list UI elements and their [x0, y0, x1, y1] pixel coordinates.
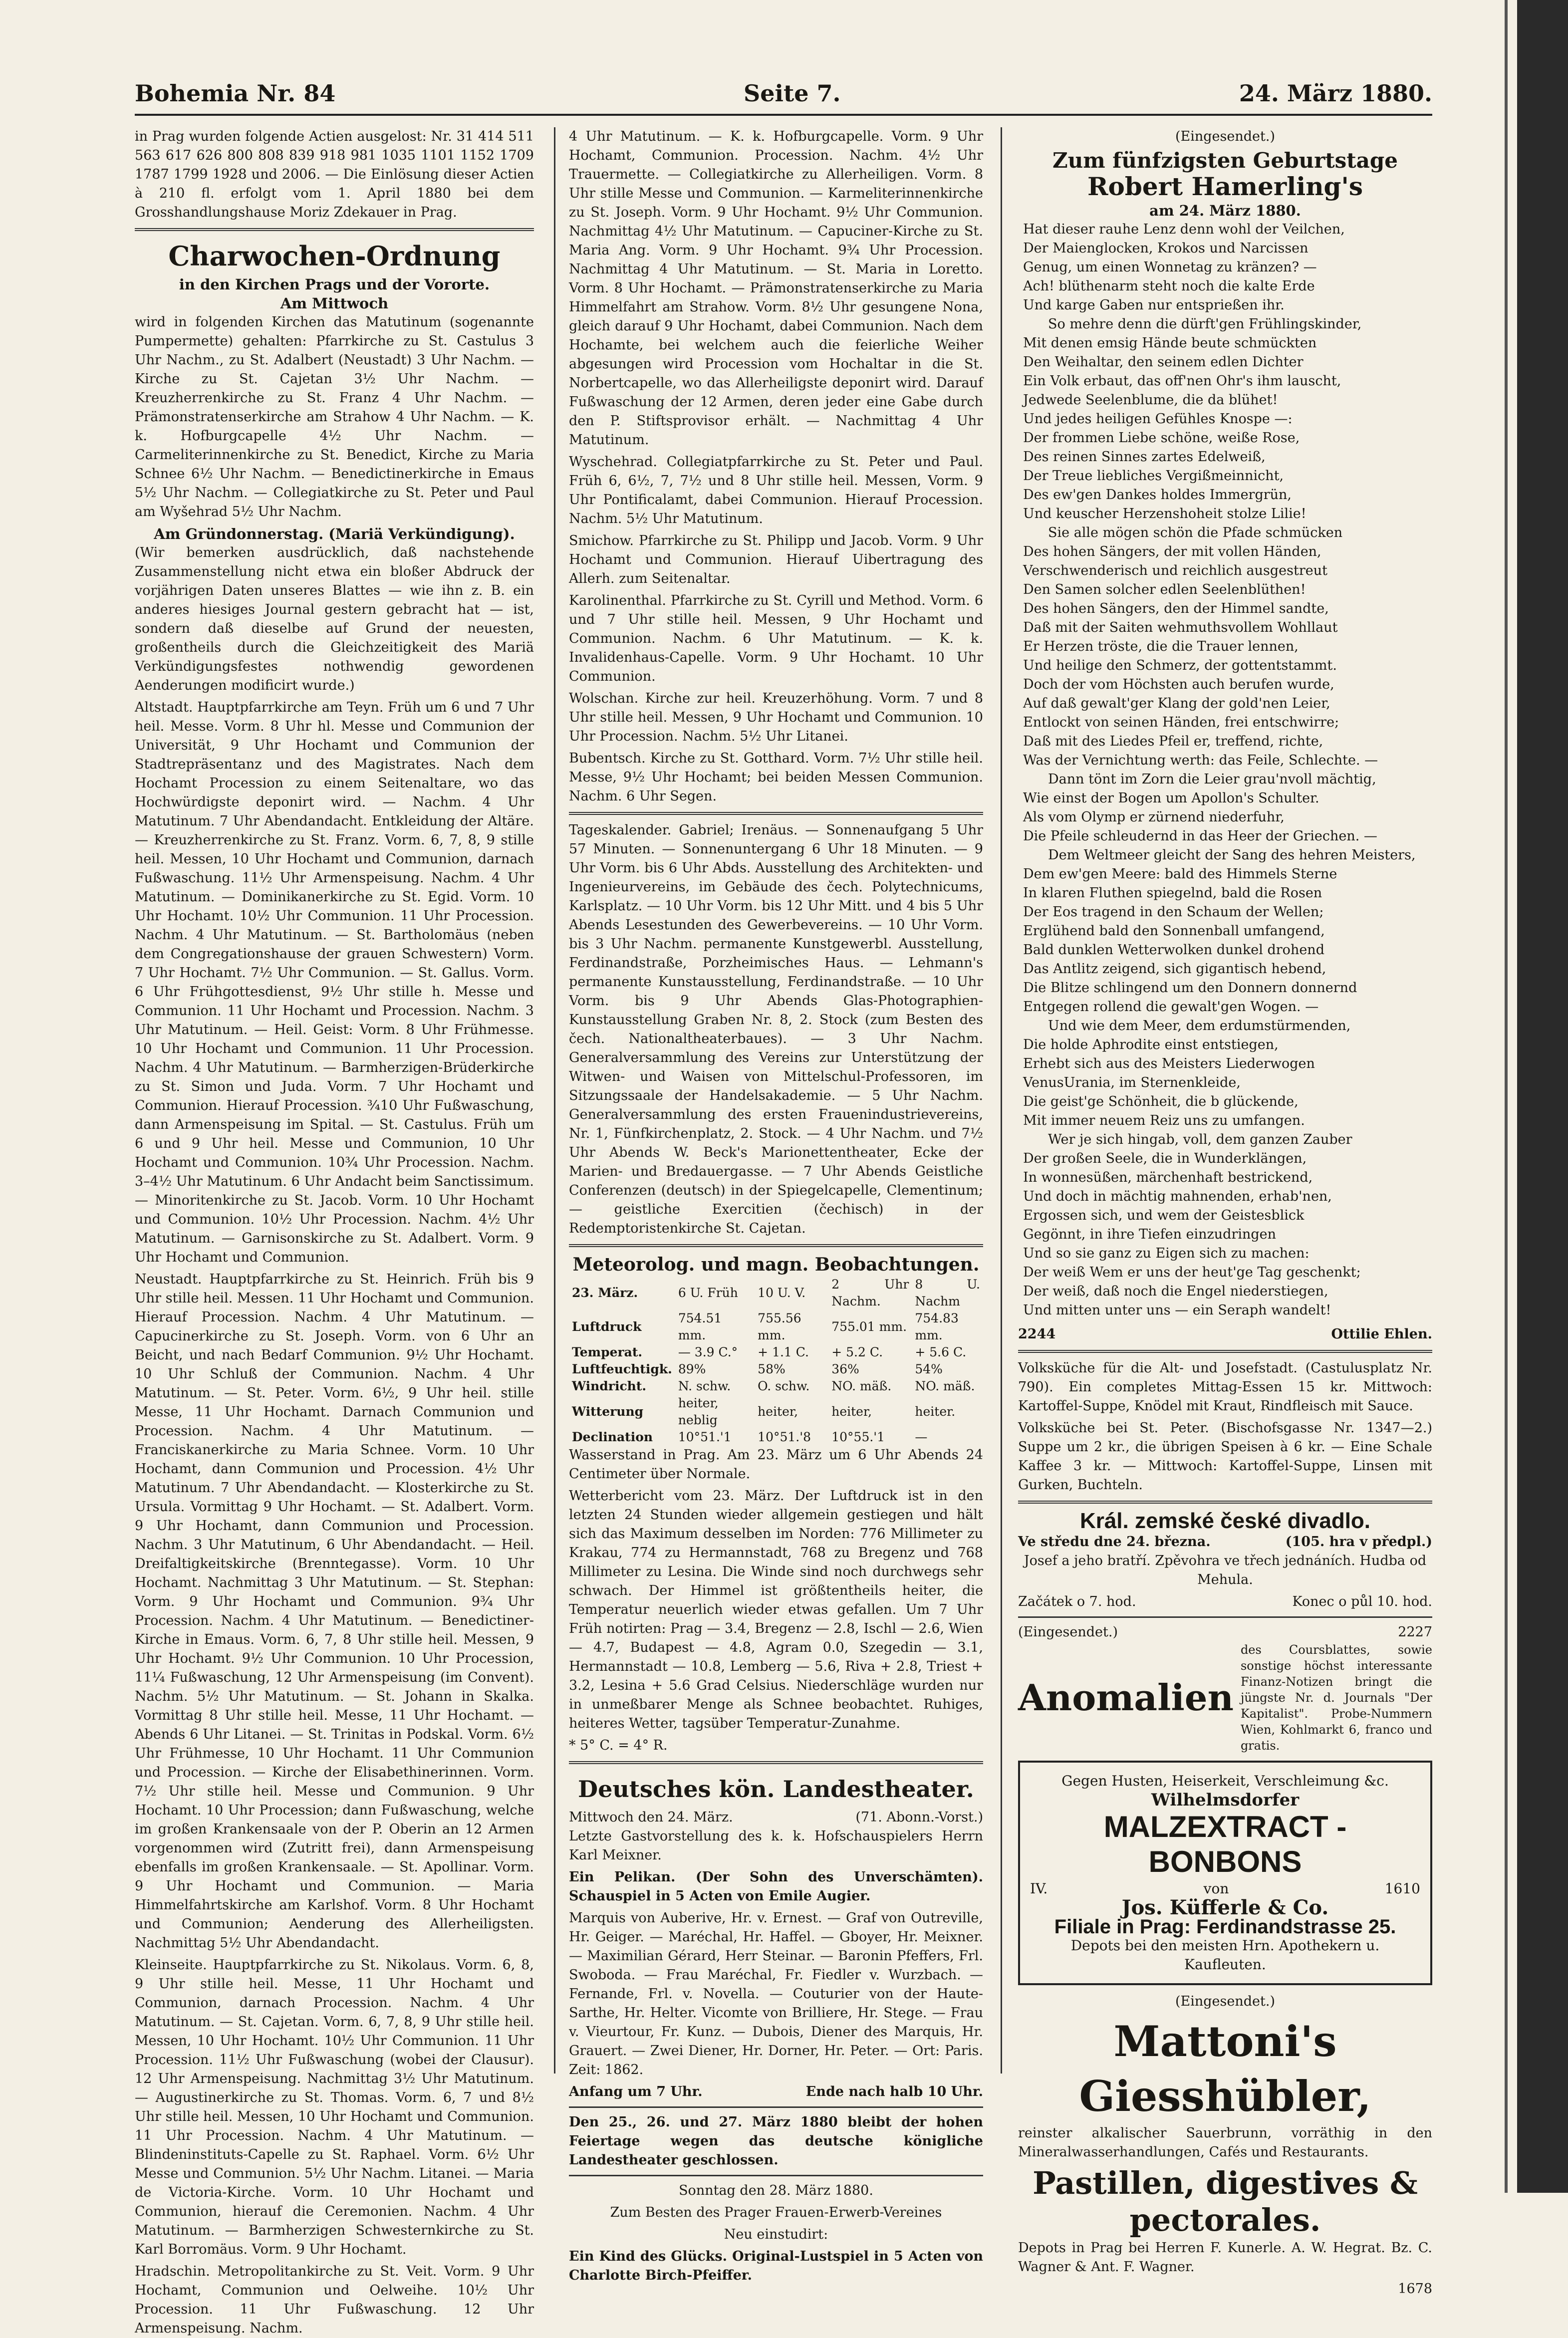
wetterbericht-text: Wetterbericht vom 23. März. Der Luftdruck ist in den letzten 24 Stunden wieder allgemein gestiegen und hält sich das Maximum desselben im Norden: 776 Millimeter zu Krakau, 774 zu Hermannstadt, 768 zu Bregenz und 768 Millimeter zu Lesina. Die Winde sind noch durchwegs sehr schwach. Der Himmel ist größtentheils heiter, die Temperatur neuerlich wieder etwas gefallen. Um 7 Uhr Früh notirten: Prag — 3.4, Bregenz — 2.8, Ischl — 2.6, Wien — 4.7, Budapest — 4.8, Agram 0.0, Szegedin — 3.1, Hermannstadt — 10.8, Lemberg — 5.6, Riva + 2.8, Triest + 3.2, Lesina + 5.6 Grad Celsius. Niederschläge wurden nur in unmeßbarer Menge als Schnee beobachtet. Ruhiges, heiteres Wetter, tagsüber Temperatur-Zunahme.	[569, 1488, 983, 1731]
met-cell: 36%	[831, 1362, 859, 1376]
poem-signature	[1018, 1325, 1432, 1344]
section-heading: Am Mittwoch	[280, 295, 389, 312]
newly-studied: Neu einstudirt:	[724, 2227, 828, 2242]
theater-date-row	[569, 1808, 983, 1827]
poem-line: Des reinen Sinnes zartes Edelweiß,	[1023, 449, 1266, 465]
kleinseite-text: Kleinseite. Hauptpfarrkirche zu St. Nikolaus. Vorm. 6, 8, 9 Uhr stille heil. Messe, 11 Uhr Hochamt und Communion, darnach Procession. Nachm. 4 Uhr Matutinum. — St. Cajetan. Vorm. 6, 7, 8, 9 Uhr stille heil. Messen, 10 Uhr Hochamt. 10½ Uhr Communion. 11 Uhr Procession. 11½ Uhr Fußwaschung (wobei der Clausur). 12 Uhr Armenspeisung. Nachmittag 3½ Uhr Matutinum. — Augustinerkirche zu St. Thomas. Vorm. 6, 7 und 8½ Uhr stille heil. Messen, 10 Uhr Hochamt und Communion. 11 Uhr Procession. Nachm. 4 Uhr Matutinum. — Blindeninstituts-Capelle zu St. Raphael. Vorm. 6½ Uhr Messe und Communion. 5½ Uhr Nachm. Litanei. — Maria de Victoria-Kirche. Vorm. 10 Uhr Hochamt und Communion, hierauf die Ceremonien. Nachm. 4 Uhr Matutinum. — Barmherzigen Schwesternkirche zu St. Karl Borromäus. Vorm. 9 Uhr Hochamt.	[135, 1957, 534, 2257]
final-play: Ein Kind des Glücks. Original-Lustspiel in 5 Acten von Charlotte Birch-Pfeiffer.	[569, 2249, 983, 2283]
theater-title: Deutsches kön. Landestheater.	[578, 1776, 974, 1803]
ad-number: 2244	[1018, 1326, 1056, 1342]
met-cell: heiter,	[758, 1404, 798, 1419]
ad-number: 1678	[1398, 2281, 1432, 2297]
met-cell: Luftfeuchtigk.	[572, 1362, 672, 1376]
poem-line: Der Eos tragend in den Schaum der Wellen;	[1023, 904, 1324, 920]
poem-line: Der großen Seele, die in Wunderklängen,	[1023, 1151, 1307, 1166]
charwochen-title: Charwochen-Ordnung	[168, 240, 501, 272]
poem-line: Des hohen Sängers, der mit vollen Händen,	[1023, 544, 1321, 559]
ad-brand: Wilhelmsdorfer	[1151, 1790, 1300, 1810]
divider	[1018, 1616, 1432, 1618]
ad-number: 1610	[1384, 1880, 1420, 1897]
theater-abonnement: (71. Abonn.-Vorst.)	[855, 1810, 983, 1825]
poem-line: Dem Weltmeer gleicht der Sang des hehren Meisters,	[1048, 847, 1416, 863]
page-gutter	[1517, 0, 1568, 2193]
divider	[569, 812, 983, 815]
poem-line: Des ew'gen Dankes holdes Immergrün,	[1023, 487, 1292, 503]
poem-line: Jedwede Seelenblume, die da blühet!	[1023, 392, 1278, 408]
poem-line: Daß mit der Saiten wehmuthsvollem Wohllaut	[1023, 620, 1338, 635]
met-cell: 754.83 mm.	[915, 1311, 959, 1342]
poem-line: Sie alle mögen schön die Pfade schmücken	[1048, 525, 1343, 540]
met-cell: — 3.9 C.°	[678, 1345, 738, 1359]
volkskueche-2: Volksküche bei St. Peter. (Bischofsgasse Nr. 1347—2.) Suppe um 2 kr., die übrigen Speisen à 6 kr. — Eine Schale Kaffee 3 kr. — Mittwoch: Kartoffel-Suppe, Linsen mit Gurken, Buchteln.	[1018, 1420, 1432, 1493]
neustadt-text: Neustadt. Hauptpfarrkirche zu St. Heinrich. Früh bis 9 Uhr stille heil. Messen. 11 Uhr Hochamt und Communion. Hierauf Procession. Nachm. 4 Uhr Matutinum. — Capucinerkirche zu St. Joseph. Vorm. von 6 Uhr an Beicht, und nach Bedarf Communion. 9½ Uhr Hochamt. 10 Uhr Schluß der Communion. Nachm. 4 Uhr Matutinum. — St. Peter. Vorm. 6½, 9 Uhr heil. stille Messe, 11 Uhr Hochamt. Darnach Communion und Procession. Nachm. 4 Uhr Matutinum. — Franciskanerkirche zu Maria Schnee. Vorm. 10 Uhr Hochamt, dann Communion und Procession. 4½ Uhr Matutinum. 7 Uhr Abendandacht. — Klosterkirche zu St. Ursula. Vormittag 9 Uhr Hochamt. — St. Adalbert. Vorm. 9 Uhr Hochamt, dann Communion und Procession. Nachm. 3 Uhr Matutinum, 6 Uhr Abendandacht. — Heil. Dreifaltigkeitskirche (Brenntegasse). Vorm. 10 Uhr Hochamt. Nachmittag 3 Uhr Matutinum. — St. Stephan: Vorm. 9 Uhr Hochamt und Communion. 9¾ Uhr Procession. Nachm. 4 Uhr Matutinum. — Benedictiner-Kirche in Emaus. Vorm. 6, 7, 8 Uhr stille heil. Messen, 9 Uhr Hochamt. 9½ Uhr Communion. 10 Uhr Procession, 11¼ Fußwaschung, 12 Uhr Armenspeisung (im Convent). Nachm. 5½ Uhr Matutinum. — St. Johann in Skalka. Vormittag 8 Uhr stille heil. Messe, 11 Uhr Hochamt. — Abends 6 Uhr Litanei. — St. Trinitas in Podskal. Vorm. 6½ Uhr Frühmesse, 10 Uhr Hochamt. 11 Uhr Communion und Procession. — Kirche der Elisabethinerinnen. Vorm. 7½ Uhr stille heil. Messe und Communion. 9 Uhr Hochamt. 10 Uhr Procession; dann Fußwaschung, welche im großen Krankensaale von der P. Oberin an 12 Armen vorgenommen wird (Zutritt frei), dann Armenspeisung ebenfalls im großen Krankensaale. — St. Apollinar. Vorm. 9 Uhr Hochamt und Communion. — Maria Himmelfahrtskirche am Karlshof. Vorm. 8 Uhr Hochamt und Communion; Aenderung des Allerheiligsten. Nachmittag 5½ Uhr Abendandacht.	[135, 1272, 534, 1951]
divider	[135, 228, 534, 231]
performance-times	[569, 2082, 983, 2101]
met-cell: + 1.1 C.	[758, 1345, 809, 1359]
section-heading: Am Gründonnerstag. (Mariä Verkündigung).	[154, 525, 515, 542]
anomalien-word: Anomalien	[1018, 1676, 1234, 1719]
poem-line: Der frommen Liebe schöne, weiße Rose,	[1023, 430, 1300, 446]
poem-line: Der weiß Wem er uns der heut'ge Tag geschenkt;	[1023, 1265, 1361, 1280]
poem-line: Das Antlitz zeigend, sich gigantisch hebend,	[1023, 961, 1326, 977]
column-1	[135, 127, 534, 2336]
end-time: Ende nach halb 10 Uhr.	[805, 2084, 983, 2099]
poem-line: Und so sie ganz zu Eigen sich zu machen:	[1023, 1246, 1309, 1261]
met-cell: 10 U. V.	[758, 1286, 806, 1300]
poem-line: Wer je sich hingab, voll, dem ganzen Zauber	[1048, 1132, 1352, 1147]
met-row	[569, 1395, 983, 1429]
ad-product: MALZEXTRACT - BONBONS	[1103, 1810, 1347, 1878]
newspaper-page	[135, 75, 1442, 2336]
met-cell: Windricht.	[572, 1379, 647, 1393]
hradschin-text: Hradschin. Metropolitankirche zu St. Veit. Vorm. 9 Uhr Hochamt, Communion und Oelweihe. 10½ Uhr Procession. 11 Uhr Fußwaschung. 12 Uhr Armenspeisung. Nachm.	[135, 2264, 534, 2336]
theater-text: Letzte Gastvorstellung des k. k. Hofschauspielers Herrn Karl Meixner.	[569, 1828, 983, 1863]
czech-start: Začátek o 7. hod.	[1018, 1594, 1136, 1609]
poem-line: Mit immer neuem Reiz uns zu umfangen.	[1023, 1113, 1305, 1128]
met-cell: + 5.2 C.	[831, 1345, 883, 1359]
met-cell: 6 U. Früh	[678, 1286, 738, 1300]
poem-line: In klaren Fluthen spiegelnd, bald die Rosen	[1023, 885, 1322, 901]
poem-line: VenusUrania, im Sternenkleide,	[1023, 1075, 1241, 1090]
poem-line: Entlockt von seinen Händen, frei entschwirre;	[1023, 715, 1339, 730]
poem-line: In wonnesüßen, märchenhaft bestrickend,	[1023, 1170, 1313, 1185]
divider	[1018, 1350, 1432, 1353]
page-header	[135, 75, 1432, 110]
mattoni-title: Mattoni's Giesshübler,	[1079, 2017, 1371, 2121]
mittwoch-text: wird in folgenden Kirchen das Matutinum (sogenannte Pumpermette) gehalten: Pfarrkirche zu St. Castulus 3 Uhr Nachm., zu St. Adalbert (Neustadt) 3 Uhr Nachm. — Kirche zu St. Cajetan 3½ Uhr Nachm. — Kreuzherrenkirche zu St. Franz 4 Uhr Nachm. — Prämonstratenserkirche am Strahow 4 Uhr Nachm. — K. k. Hofburgcapelle 4½ Uhr Nachm. — Carmeliterinnenkirche zu St. Benedict, Kirche zu Maria Schnee 6½ Uhr Nachm. — Benedictinerkirche in Emaus 5½ Uhr Nachm. — Collegiatkirche zu St. Peter und Paul am Wyšehrad 5½ Uhr Nachm.	[135, 314, 534, 520]
met-cell: heiter, neblig	[678, 1396, 719, 1427]
wasserstand-text: Wasserstand in Prag. Am 23. März um 6 Uhr Abends 24 Centimeter über Normale.	[569, 1447, 983, 1482]
mattoni-text: reinster alkalischer Sauerbrunn, vorräthig in den Mineralwasserhandlungen, Cafés und Restaurants.	[1018, 2125, 1432, 2160]
play-cast: Marquis von Auberive, Hr. v. Ernest. — Graf von Outreville, Hr. Geiger. — Maréchal, Hr. Haffel. — Gboyer, Hr. Meixner. — Maximilian Gérard, Herr Steinar. — Baronin Pfeffers, Frl. Swoboda. — Frau Maréchal, Fr. Fiedler v. Wurzbach. — Fernande, Frl. v. Novella. — Couturier von der Haute-Sarthe, Hr. Helter. Vicomte von Brilliere, Hr. Stege. — Frau v. Vieurtour, Fr. Kunz. — Dubois, Diener des Marquis, Hr. Grauert. — Zwei Diener, Hr. Dorner, Hr. Peter. — Ort: Paris. Zeit: 1862.	[569, 1910, 983, 2078]
met-cell: 754.51 mm.	[678, 1311, 722, 1342]
met-cell: Witterung	[572, 1404, 644, 1419]
met-cell: 10°51.'1	[678, 1430, 732, 1444]
tageskalender-text: Tageskalender. Gabriel; Irenäus. — Sonnenaufgang 5 Uhr 57 Minuten. — Sonnenuntergang 6 Uhr 18 Minuten. — 9 Uhr Vorm. bis 6 Uhr Abds. Ausstellung des Architekten- und Ingenieurvereins, im Gebäude des čech. Polytechnicums, Karlsplatz. — 10 Uhr Vorm. bis 12 Uhr Mitt. und 4 bis 5 Uhr Abends Lesestunden des Gewerbevereins. — 10 Uhr Vorm. bis 3 Uhr Nachm. permanente Kunstgewerbl. Ausstellung, Ferdinandstraße, Porzheimisches Haus. — Lehmann's permanente Kunstausstellung, Ferdinandstraße. — 10 Uhr Vorm. bis 9 Uhr Abends Glas-Photographien-Kunstausstellung Graben Nr. 8, 2. Stock (zum Besten des čech. Nationaltheaterbaues). — 3 Uhr Nachm. Generalversammlung des Vereins zur Unterstützung der Witwen- und Waisen von Mittelschul-Professoren, im Sitzungssaale der Handelsakademie. — 5 Uhr Nachm. Generalversammlung des ersten Frauenindustrievereins, Nr. 1, Fünfkirchenplatz, 2. Stock. — 4 Uhr Nachm. und 7½ Uhr Abends W. Beck's Marionettentheater, Ecke der Marien- und Bredauergasse. — 7 Uhr Abends Geistliche Conferenzen (deutsch) in der Spiegelcapelle, Clementinum; — geistliche Exercitien (čechisch) in der Redemptoristenkirche St. Cajetan.	[569, 822, 983, 1236]
poem-line: Den Samen solcher edlen Seelenblüthen!	[1023, 582, 1306, 597]
author-name: Ottilie Ehlen.	[1331, 1326, 1432, 1342]
poem-line: Des hohen Sängers, den der Himmel sandte,	[1023, 601, 1329, 616]
met-cell: NO. mäß.	[915, 1379, 975, 1393]
pastillen-title: Pastillen, digestives & pectorales.	[1033, 2165, 1418, 2238]
czech-theater-date-row	[1018, 1533, 1432, 1552]
poem-line: Die Pfeile schleudernd in das Heer der Griechen. —	[1023, 828, 1377, 844]
ad-depots: Depots bei den meisten Hrn. Apothekern u. Kaufleuten.	[1070, 1937, 1380, 1973]
poem-line: Den Weihaltar, den seinem edlen Dichter	[1023, 354, 1304, 370]
poem-line: Und heilige den Schmerz, der gottentstammt.	[1023, 658, 1337, 673]
gruendonnerstag-note: (Wir bemerken ausdrücklich, daß nachstehende Zusammenstellung nicht etwa ein bloßer Abdruck der vorjährigen Daten unseres Blattes — wie ihn z. B. ein anderes hiesiges Journal gestern gebracht hat — ist, sondern daß dieselbe auf Grund der neuesten, großentheils durch die Gleichzeitigkeit des Mariä Verkündigungsfestes nothwendig gewordenen Aenderungen modificirt wurde.)	[135, 545, 534, 693]
met-cell: —	[915, 1430, 928, 1444]
met-cell: + 5.6 C.	[915, 1345, 967, 1359]
volkskueche-1: Volksküche für die Alt- und Josefstadt. (Castulusplatz Nr. 790). Ein completes Mittag-Essen 15 kr. Mittwoch: Kartoffel-Suppe, Knödel mit Kraut, Rindfleisch mit Sauce.	[1018, 1360, 1432, 1414]
column-divider	[554, 127, 555, 2074]
poem-line: Und doch in mächtig mahnenden, erhab'nen,	[1023, 1189, 1332, 1204]
poem-line: Auf daß gewalt'ger Klang der gold'nen Leier,	[1023, 696, 1330, 711]
poem-line: Doch der vom Höchsten auch berufen wurde,	[1023, 677, 1334, 692]
ad-number: 2227	[1398, 1624, 1432, 1640]
poem-line: Der Maienglocken, Krokos und Narcissen	[1023, 241, 1308, 256]
theater-date: Mittwoch den 24. März.	[569, 1810, 733, 1825]
met-cell: 2 Uhr Nachm.	[831, 1277, 909, 1308]
divider	[569, 2106, 983, 2108]
met-cell: N. schw.	[678, 1379, 731, 1393]
poem-line: Hat dieser rauhe Lenz denn wohl der Veilchen,	[1023, 222, 1345, 237]
anomalien-ad	[1018, 1642, 1432, 1754]
poem-line: Und keuscher Herzenshoheit stolze Lilie!	[1023, 506, 1307, 521]
met-cell: 23. März.	[572, 1286, 638, 1300]
czech-theater-title: Král. zemské české divadlo.	[1079, 1509, 1371, 1533]
poem-line: Erhebt sich aus des Meisters Liederwogen	[1023, 1056, 1315, 1071]
eingesendet-label: (Eingesendet.)	[1175, 1994, 1275, 2009]
header-rule	[135, 114, 1432, 116]
met-cell: 8 U. Nachm	[915, 1277, 980, 1308]
eingesendet-label: (Eingesendet.)	[1175, 129, 1275, 144]
benefit-text: Zum Besten des Prager Frauen-Erwerb-Vereines	[610, 2205, 942, 2220]
poem-line: Ein Volk erbaut, das off'nen Ohr's ihm lauscht,	[1023, 373, 1341, 389]
divider	[569, 2175, 983, 2176]
met-cell: O. schw.	[758, 1379, 810, 1393]
malzextract-ad	[1018, 1761, 1432, 1985]
wyschehrad-text: Wyschehrad. Collegiatpfarrkirche zu St. Peter und Paul. Früh 6, 6½, 7, 7½ und 8 Uhr stille heil. Messen, Vorm. 9 Uhr Pontificalamt, dabei Communion. Hierauf Procession. Nachm. 5½ Uhr Matutinum.	[569, 454, 983, 526]
poem-line: Genug, um einen Wonnetag zu kränzen? —	[1023, 260, 1317, 275]
met-row	[569, 1429, 983, 1446]
poem-line: Bald dunklen Wetterwolken dunkel drohend	[1023, 942, 1324, 958]
actien-notice: in Prag wurden folgende Actien ausgelost: Nr. 31 414 511 563 617 626 800 808 839 918 981 1035 1101 1152 1709 1787 1799 1928 und 2006. — Die Einlösung dieser Actien à 210 fl. erfolgt vom 1. April 1880 bei dem Grosshandlungshause Moriz Zdekauer in Prag.	[135, 129, 534, 220]
poem-date: am 24. März 1880.	[1149, 202, 1301, 219]
ad-von: von	[1203, 1880, 1229, 1897]
wolschan-text: Wolschan. Kirche zur heil. Kreuzerhöhung. Vorm. 7 und 8 Uhr stille heil. Messen, 9 Uhr Hochamt und Communion. 10 Uhr Procession. Nachm. 5½ Uhr Litanei.	[569, 691, 983, 744]
closure-notice: Den 25., 26. und 27. März 1880 bleibt der hohen Feiertage wegen das deutsche königliche Landestheater geschlossen.	[569, 2114, 983, 2168]
page-gutter-line	[1505, 0, 1508, 2193]
temperature-note: * 5° C. = 4° R.	[569, 1738, 668, 1753]
poem-line: Und karge Gaben nur entsprießen ihr.	[1023, 297, 1285, 313]
karolinenthal-text: Karolinenthal. Pfarrkirche zu St. Cyrill und Method. Vorm. 6 und 7 Uhr stille heil. Messen, 9 Uhr Hochamt und Communion. Nachm. 6 Uhr Matutinum. — K. k. Invalidenhaus-Capelle. Vorm. 9 Uhr Hochamt. 10 Uhr Communion.	[569, 593, 983, 684]
czech-theater-date: Ve středu dne 24. března.	[1018, 1534, 1211, 1550]
ad-filiale: Filiale in Prag: Ferdinandstrasse 25.	[1054, 1916, 1396, 1938]
poem-line: Entgegen rollend die gewalt'gen Wogen. —	[1023, 999, 1319, 1015]
poem-line: Und wie dem Meer, dem erdumstürmenden,	[1048, 1018, 1351, 1034]
met-row	[569, 1344, 983, 1361]
czech-theater-times	[1018, 1592, 1432, 1611]
met-cell: 89%	[678, 1362, 706, 1376]
poem-line: Dem ew'gen Meere: bald des Himmels Sterne	[1023, 866, 1337, 882]
poem-line: Daß mit des Liedes Pfeil er, treffend, richte,	[1023, 734, 1323, 749]
poem-line: Und mitten unter uns — ein Seraph wandelt!	[1023, 1302, 1331, 1318]
poem-line: Er Herzen tröste, die die Trauer lennen,	[1023, 639, 1299, 654]
smichow-text: Smichow. Pfarrkirche zu St. Philipp und Jacob. Vorm. 9 Uhr Hochamt und Communion. Hierauf Uibertragung des Allerh. zum Seitenaltar.	[569, 533, 983, 586]
meteorology-title: Meteorolog. und magn. Beobachtungen.	[572, 1254, 980, 1275]
poem-line: Die geist'ge Schönheit, die b glückende,	[1023, 1094, 1299, 1109]
poem-line: Erglühend bald den Sonnenball umfangend,	[1023, 923, 1325, 939]
met-cell: heiter.	[915, 1404, 956, 1419]
poem-line: Was der Vernichtung werth: das Feile, Schlechte. —	[1023, 753, 1378, 768]
ad-iv: IV.	[1030, 1880, 1048, 1897]
bubentsch-text: Bubentsch. Kirche zu St. Gotthard. Vorm. 7½ Uhr stille heil. Messe, 9½ Uhr Hochamt; bei beiden Messen Communion. Nachm. 6 Uhr Segen.	[569, 751, 983, 804]
met-cell: Declination	[572, 1430, 653, 1444]
charwochen-subtitle: in den Kirchen Prags und der Vororte.	[179, 276, 490, 293]
poem-line: Und jedes heiligen Gefühles Knospe —:	[1023, 411, 1293, 427]
poem-line: Ach! blüthenarm steht noch die kalte Erde	[1023, 278, 1315, 294]
met-cell: Temperat.	[572, 1345, 643, 1359]
czech-theater-number: (105. hra v předpl.)	[1285, 1534, 1432, 1550]
poem-line: Mit denen emsig Hände beute schmückten	[1023, 335, 1317, 351]
poem-line: Wie einst der Bogen um Apollon's Schulter.	[1023, 790, 1319, 806]
poem-line: Ergossen sich, und wem der Geistesblick	[1023, 1208, 1305, 1223]
met-cell: 755.01 mm.	[831, 1319, 907, 1334]
pastillen-depot: Depots in Prag bei Herren F. Kunerle. A. W. Hegrat. Bz. C. Wagner & Ant. F. Wagner.	[1018, 2240, 1432, 2275]
poem-line: Verschwenderisch und reichlich ausgestreut	[1023, 563, 1327, 578]
poem-line: So mehre denn die dürft'gen Frühlingskinder,	[1048, 316, 1362, 332]
met-cell: 10°55.'1	[831, 1430, 885, 1444]
met-cell: heiter,	[831, 1404, 872, 1419]
poem-line: Dann tönt im Zorn die Leier grau'nvoll mächtig,	[1048, 772, 1376, 787]
divider	[569, 1761, 983, 1764]
met-cell: NO. mäß.	[831, 1379, 892, 1393]
poem	[1018, 220, 1432, 1320]
column-2	[569, 127, 983, 2283]
column-divider	[1001, 127, 1002, 2074]
poem-title: Zum fünfzigsten Geburtstage	[1052, 148, 1398, 173]
poem-line: Der weiß, daß noch die Engel niederstiegen,	[1023, 1284, 1328, 1299]
eingesendet-label: (Eingesendet.)	[1018, 1624, 1118, 1640]
czech-end: Konec o půl 10. hod.	[1292, 1594, 1432, 1609]
meteorology-table	[569, 1276, 983, 1446]
sunday-date: Sonntag den 28. März 1880.	[679, 2183, 873, 2198]
met-cell: 755.56 mm.	[758, 1311, 801, 1342]
met-row	[569, 1361, 983, 1378]
poem-subject: Robert Hamerling's	[1087, 172, 1363, 201]
poem-line: Der Treue liebliches Vergißmeinnicht,	[1023, 468, 1284, 484]
czech-theater-play: Josef a jeho bratří. Zpěvohra ve třech jednáních. Hudba od Mehula.	[1024, 1553, 1427, 1587]
header-left: Bohemia Nr. 84	[135, 80, 336, 107]
altstadt-text: Altstadt. Hauptpfarrkirche am Teyn. Früh um 6 und 7 Uhr heil. Messe. Vorm. 8 Uhr hl. Messe und Communion der Universität, 9 Uhr Hochamt und Communion der Stadtrepräsentanz und des Magistrates. Nach dem Hochamt Procession zu einem Seitenaltare, wo das Hochwürdigste deponirt wird. — Nachm. 4 Uhr Matutinum. 7 Uhr Abendandacht. Entkleidung der Altäre. — Kreuzherrenkirche zu St. Franz. Vorm. 6, 7, 8, 9 stille heil. Messen, 10 Uhr Hochamt und Communion, darnach Fußwaschung. 11½ Uhr Armenspeisung. Nachm. 4 Uhr Matutinum. — Dominikanerkirche zu St. Egid. Vorm. 10 Uhr Hochamt. 10½ Uhr Communion. 11 Uhr Procession. Nachm. 4 Uhr Matutinum. — St. Bartholomäus (neben dem Congregationshause der grauen Schwestern) Vorm. 7 Uhr Hochamt. 7½ Uhr Communion. — St. Gallus. Vorm. 6 Uhr Frühgottesdienst, 9½ Uhr stille h. Messe und Communion. 11 Uhr Hochamt und Procession. Nachm. 3 Uhr Matutinum. — Heil. Geist: Vorm. 8 Uhr Frühmesse. 10 Uhr Hochamt und Communion. 11 Uhr Procession. Nachm. 4 Uhr Matutinum. — Barmherzigen-Brüderkirche zu St. Simon und Juda. Vorm. 7 Uhr Hochamt und Communion. Hierauf Procession. ¾10 Uhr Fußwaschung, dann Armenspeisung im Spital. — St. Castulus. Früh um 6 und 9 Uhr heil. Messe und Communion, 10 Uhr Hochamt und Communion. 10¾ Uhr Procession. Nachm. 3–4½ Uhr Matutinum. 6 Uhr Andacht beim Sanctissimum. — Minoritenkirche zu St. Jacob. Vorm. 10 Uhr Hochamt und Communion. 10½ Uhr Procession. Nachm. 4½ Uhr Matutinum. — Garnisonskirche zu St. Adalbert. Vorm. 9 Uhr Hochamt und Communion.	[135, 700, 534, 1265]
column-3	[1018, 127, 1432, 2297]
met-cell: 10°51.'8	[758, 1430, 811, 1444]
eingesendet-row	[1018, 1623, 1432, 1642]
poem-line: Als vom Olymp er zürnend niederfuhr,	[1023, 809, 1285, 825]
header-page-number: Seite 7.	[744, 80, 841, 107]
met-row	[569, 1276, 983, 1310]
anomalien-text: des Coursblattes, sowie sonstige höchst interessante Finanz-Notizen bringt die jüngste Nr. d. Journals "Der Kapitalist". Probe-Nummern Wien, Kohlmarkt 6, franco und gratis.	[1240, 1643, 1432, 1753]
header-date: 24. März 1880.	[1239, 80, 1432, 107]
poem-line: Die Blitze schlingend um den Donnern donnernd	[1023, 980, 1357, 996]
divider	[569, 1244, 983, 1247]
met-row	[569, 1310, 983, 1344]
ad-tagline: Gegen Husten, Heiserkeit, Verschleimung &c.	[1061, 1773, 1389, 1789]
play-title: Ein Pelikan. (Der Sohn des Unverschämten). Schauspiel in 5 Acten von Emile Augier.	[569, 1869, 983, 1904]
met-cell: 54%	[915, 1362, 943, 1376]
divider	[1018, 1501, 1432, 1504]
met-cell: Luftdruck	[572, 1319, 642, 1334]
met-cell: 58%	[758, 1362, 785, 1376]
poem-line: Gegönnt, in ihre Tiefen einzudringen	[1023, 1227, 1277, 1242]
continuation-text: 4 Uhr Matutinum. — K. k. Hofburgcapelle. Vorm. 9 Uhr Hochamt, Communion. Procession. Nachm. 4½ Uhr Trauermette. — Collegiatkirche zu Allerheiligen. Vorm. 8 Uhr stille Messe und Communion. — Karmeliterinnenkirche zu St. Joseph. Vorm. 9 Uhr Hochamt. 9½ Uhr Communion. Nachmittag 4½ Uhr Matutinum. — Capuciner-Kirche zu St. Maria Ang. Vorm. 9 Uhr Hochamt. 9¾ Uhr Procession. Nachmittag 4 Uhr Matutinum. — St. Maria in Loretto. Vorm. 8 Uhr Hochamt. — Prämonstratenserkirche zu Maria Himmelfahrt am Strahow. Vorm. 8½ Uhr gesungene Nona, gleich darauf 9 Uhr Hochamt, dabei Communion. Nach dem Hochamte, bei welchem auch die feierliche Weiher abgesungen wird Procession vom Hochaltar in die St. Norbertcapelle, wo das Allerheiligste deponirt wird. Darauf Fußwaschung der 12 Armen, deren jeder eine Gabe durch den P. Stiftsprovisor erhält. — Nachmittag 4 Uhr Matutinum.	[569, 129, 983, 448]
met-row	[569, 1378, 983, 1395]
ad-maker: Jos. Küfferle & Co.	[1121, 1896, 1329, 1919]
start-time: Anfang um 7 Uhr.	[569, 2084, 703, 2099]
poem-line: Die holde Aphrodite einst entstiegen,	[1023, 1037, 1279, 1052]
